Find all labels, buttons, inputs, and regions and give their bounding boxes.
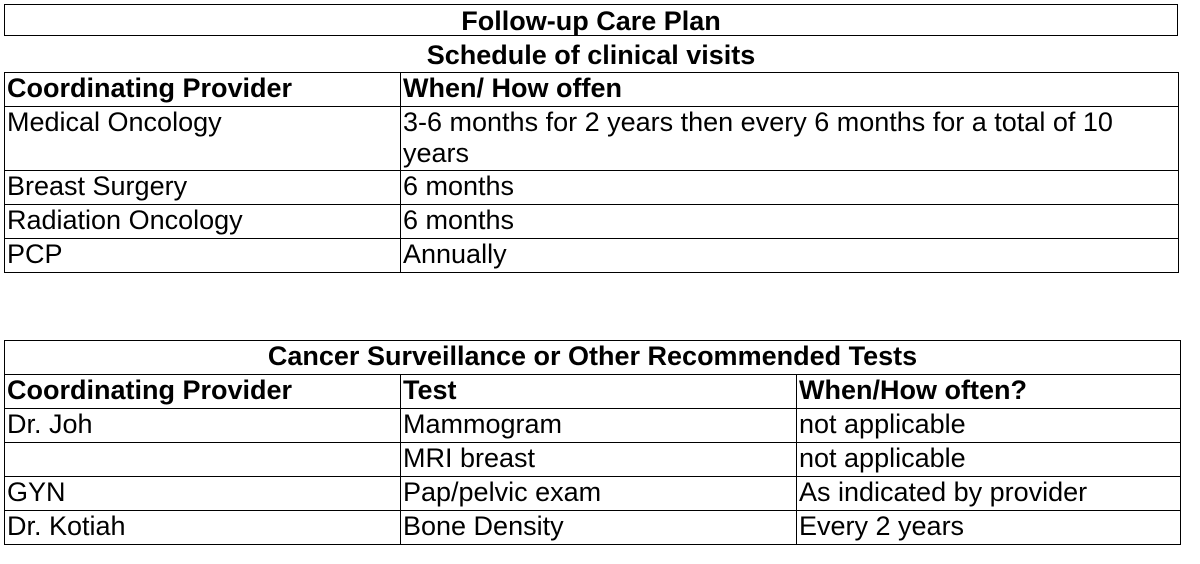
table-cell: 6 months xyxy=(401,171,1179,205)
table-cell: 6 months xyxy=(401,205,1179,239)
table-cell: As indicated by provider xyxy=(797,477,1181,511)
table-cell: PCP xyxy=(5,239,401,273)
table-cell: Dr. Kotiah xyxy=(5,511,401,545)
table-title-row xyxy=(5,341,1181,375)
table-cell: Dr. Joh xyxy=(5,409,401,443)
table-row xyxy=(5,409,1181,443)
table-cell xyxy=(5,443,401,477)
table-row xyxy=(5,239,1179,273)
table-cell: Bone Density xyxy=(401,511,797,545)
column-header: Coordinating Provider xyxy=(5,375,401,409)
page-title: Follow-up Care Plan xyxy=(4,4,1178,36)
table-row xyxy=(5,443,1181,477)
clinical-visits-table xyxy=(4,72,1179,273)
table-cell: not applicable xyxy=(797,443,1181,477)
table-cell: Mammogram xyxy=(401,409,797,443)
table-cell: Annually xyxy=(401,239,1179,273)
table-cell: Medical Oncology xyxy=(5,107,401,171)
table-row xyxy=(5,171,1179,205)
column-header: When/ How offen xyxy=(401,73,1179,107)
tests-section-title: Cancer Surveillance or Other Recommended Tests xyxy=(5,341,1181,375)
table-cell: Breast Surgery xyxy=(5,171,401,205)
table-header-row xyxy=(5,73,1179,107)
table-cell: not applicable xyxy=(797,409,1181,443)
table-cell: Pap/pelvic exam xyxy=(401,477,797,511)
column-header: Coordinating Provider xyxy=(5,73,401,107)
column-header: When/How often? xyxy=(797,375,1181,409)
table-cell: MRI breast xyxy=(401,443,797,477)
visits-section-title: Schedule of clinical visits xyxy=(426,40,756,70)
table-row xyxy=(5,477,1181,511)
table-cell: Every 2 years xyxy=(797,511,1181,545)
table-cell: GYN xyxy=(5,477,401,511)
table-row xyxy=(5,205,1179,239)
surveillance-tests-table xyxy=(4,340,1181,545)
table-cell: 3-6 months for 2 years then every 6 months for a total of 10 years xyxy=(401,107,1179,171)
table-cell: Radiation Oncology xyxy=(5,205,401,239)
column-header: Test xyxy=(401,375,797,409)
table-row xyxy=(5,511,1181,545)
table-row xyxy=(5,107,1179,171)
table-header-row xyxy=(5,375,1181,409)
